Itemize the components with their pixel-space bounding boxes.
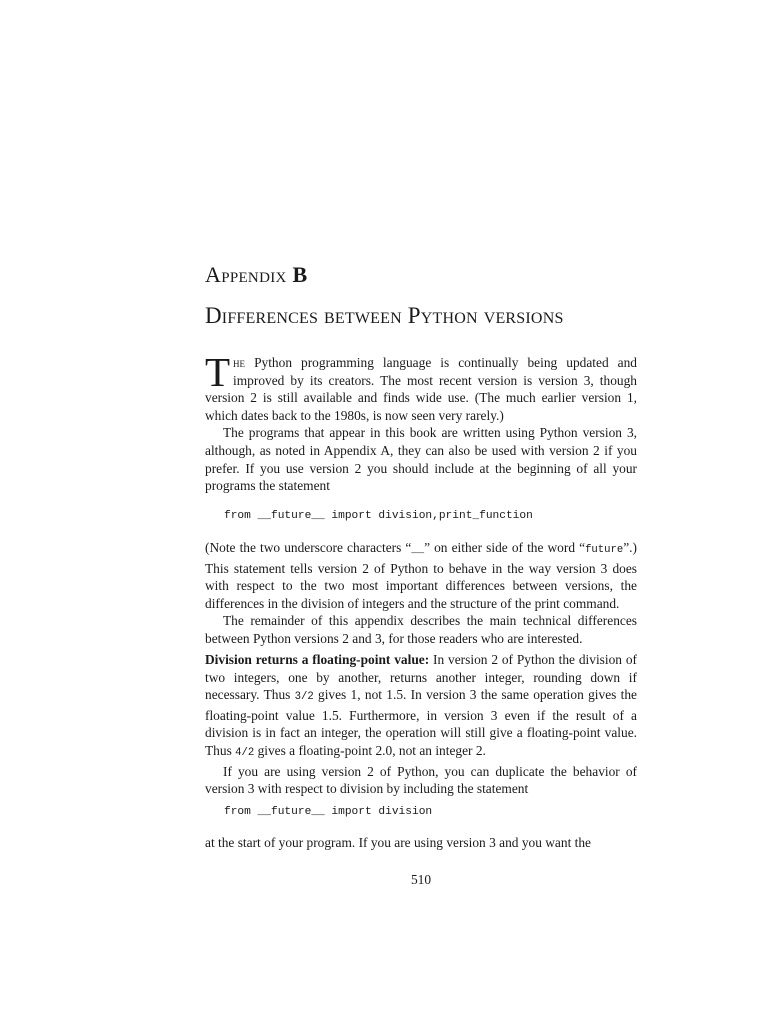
paragraph-division (205, 651, 637, 763)
paragraph-note (205, 539, 637, 612)
code-3-div-2: 3/2 (294, 691, 314, 704)
division-text-1: In version 2 of Python the division of two integers, one by another, returns another integer, rounding down if necessary. Thus (205, 652, 638, 703)
code-block-2 (205, 804, 637, 822)
paragraph-duplicate: If you are using version 2 of Python, you can duplicate the behavior of version 3 with respect to division by including the statement (205, 763, 637, 797)
paragraph-closing: at the start of your program. If you are using version 3 and you want the (205, 835, 591, 850)
appendix-letter: B (292, 262, 308, 287)
note-text-1: (Note the two underscore characters “ (205, 540, 412, 555)
appendix-label (205, 262, 307, 288)
closing-section (205, 834, 637, 852)
paragraph-remainder: The remainder of this appendix describes the main technical differences between Python versions 2 and 3, for those readers who are interested. (205, 613, 637, 646)
intro-paragraph (205, 349, 637, 424)
appendix-word: Appendix (205, 262, 287, 287)
division-section (205, 651, 637, 798)
note-text-2: ” on either side of the word “ (424, 540, 586, 555)
paragraph-programs: The programs that appear in this book are written using Python version 3, although, as noted in Appendix A, they can also be used with version 2 if you prefer. If you use version 2 you should include at the beginning of all your programs the statement (205, 425, 637, 494)
code-4-div-2: 4/2 (235, 746, 255, 759)
chapter-title: Differences between Python versions (205, 303, 564, 328)
code-line-division-import: from __future__ import division (224, 806, 433, 818)
code-underscores: __ (411, 544, 425, 556)
code-line-future-import: from __future__ import division,print_function (224, 510, 533, 522)
code-block-1 (205, 508, 637, 526)
intro-text: Python programming language is continually being updated and improved by its creators. The most recent version is version 3, though version 2 is still available and finds wide use. (The much earlier version 1, which dates back to the 1980s, is now seen very rarely.) (205, 355, 637, 423)
note-section (205, 539, 637, 648)
intro-lead: he (233, 355, 246, 370)
intro-section (205, 349, 637, 495)
division-text-3: gives a floating-point 2.0, not an integer 2. (254, 742, 486, 758)
drop-cap: T (205, 349, 231, 395)
code-future: future (585, 544, 624, 556)
division-text-2: gives 1, not 1.5. In version 3 the same operation gives the floating-point value 1.5. Furthermore, in version 3 even if the result of a division is in fact an integer, the operation will still give a floating-point value. Thus (205, 687, 637, 758)
note-text-3: ”.) This statement tells version 2 of Python to behave in the way version 3 does with respect to the two most important differences between versions, the differences in the division of integers and the structure of the print command. (205, 540, 637, 611)
division-runhead: Division returns a floating-point value: (205, 652, 430, 667)
page-number: 510 (410, 872, 432, 887)
